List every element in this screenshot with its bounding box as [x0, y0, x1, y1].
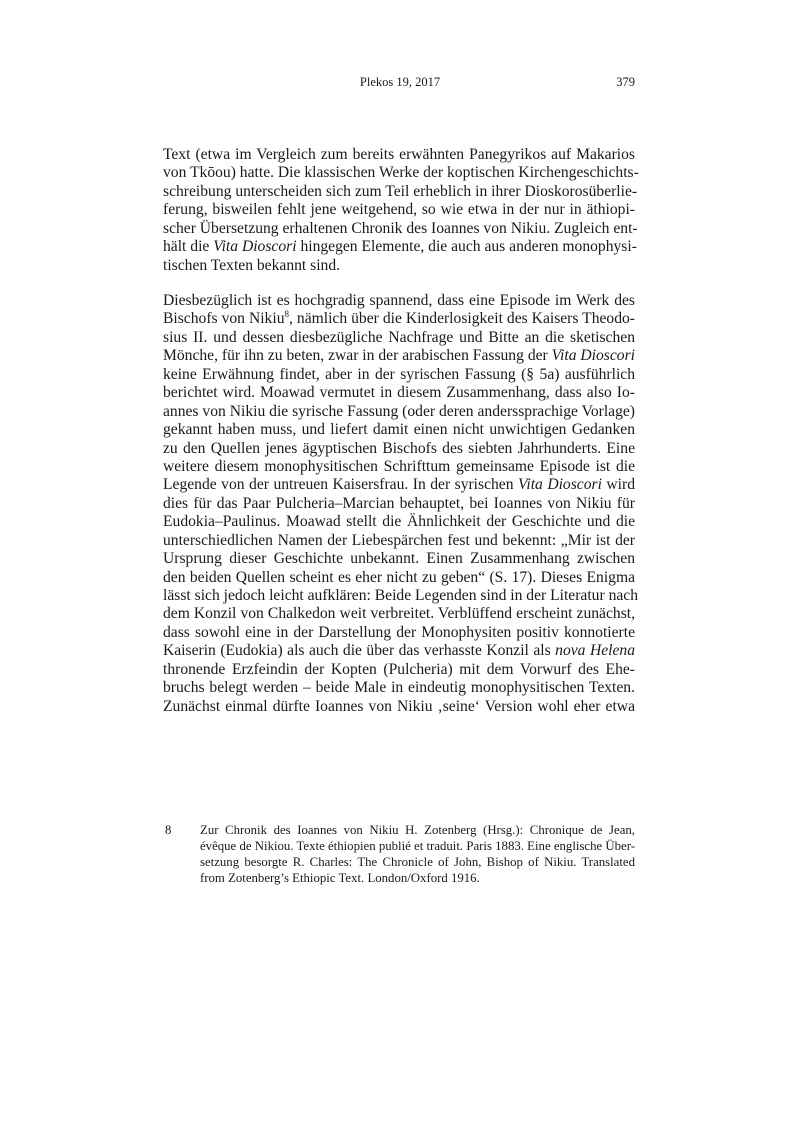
- text-line: [163, 238, 635, 256]
- text-segment: keine Erwähnung findet, aber in der syrischen Fassung (§ 5a) ausführlich: [163, 365, 635, 383]
- italic-text: Vita Dioscori: [213, 238, 297, 256]
- text-line: [163, 421, 635, 439]
- text-segment: weitere diesem monophysitischen Schrifttum gemeinsame Episode ist die: [163, 457, 635, 475]
- text-segment: dass sowohl eine in der Darstellung der Monophysiten positiv konnotierte: [163, 623, 635, 641]
- text-line: [163, 642, 635, 660]
- text-segment: Kaiserin (Eudokia) als auch die über das verhasste Konzil als: [163, 642, 556, 660]
- text-segment: annes von Nikiu die syrische Fassung (oder deren anderssprachige Vorlage): [163, 402, 635, 420]
- text-line: [163, 679, 635, 697]
- text-segment: Zur Chronik des Ioannes von Nikiu H. Zotenberg (Hrsg.): Chronique de Jean,: [200, 823, 635, 837]
- text-segment: Bischofs von Nikiu: [163, 310, 285, 328]
- text-segment: Mönche, für ihn zu beten, zwar in der arabischen Fassung der: [163, 347, 552, 365]
- text-line: [163, 532, 635, 550]
- text-segment: from Zotenberg’s Ethiopic Text. London/Oxford 1916.: [200, 871, 480, 885]
- text-line: [200, 822, 635, 838]
- text-line: [163, 201, 635, 219]
- text-line: [163, 587, 639, 605]
- text-line: [163, 476, 635, 494]
- text-segment: setzung besorgte R. Charles: The Chronicle of John, Bishop of Nikiu. Translated: [200, 855, 635, 869]
- text-segment: ferung, bisweilen fehlt jene weitgehend, so wie etwa in der nur in äthiopi-: [163, 201, 635, 219]
- text-line: [163, 347, 635, 365]
- text-segment: tischen Texten bekannt sind.: [163, 256, 341, 274]
- text-segment: wird: [601, 476, 635, 494]
- text-segment: Legende von der untreuen Kaisersfrau. In der syrischen: [163, 476, 519, 494]
- text-segment: von Tkōou) hatte. Die klassischen Werke der koptischen Kirchengeschichts-: [163, 164, 639, 182]
- italic-text: nova Helena: [555, 642, 636, 660]
- text-segment: Text (etwa im Vergleich zum bereits erwähnten Panegyrikos auf Makarios: [163, 146, 635, 163]
- text-segment: thronende Erzfeindin der Kopten (Pulcheria) mit dem Vorwurf des Ehe-: [163, 660, 635, 678]
- text-segment: Diesbezüglich ist es hochgradig spannend, dass eine Episode im Werk des: [163, 292, 635, 309]
- text-line: [163, 495, 635, 513]
- text-segment: sius II. und dessen diesbezügliche Nachfrage und Bitte an die sketischen: [163, 328, 635, 346]
- text-line: [163, 440, 635, 458]
- text-line: [163, 605, 635, 623]
- text-line: [163, 366, 635, 384]
- text-segment: zu den Quellen jenes ägyptischen Bischofs des siebten Jahrhunderts. Eine: [163, 439, 635, 457]
- text-segment: gekannt haben muss, und liefert damit einen nicht unwichtigen Gedanken: [163, 421, 635, 439]
- text-segment: dies für das Paar Pulcheria–Marcian behauptet, bei Ioannes von Nikiu für: [163, 494, 635, 512]
- text-line: [163, 146, 635, 164]
- text-segment: , nämlich über die Kinderlosigkeit des Kaisers Theodo-: [289, 310, 635, 328]
- footnote-number: 8: [165, 823, 172, 837]
- text-segment: Eudokia–Paulinus. Moawad stellt die Ähnlichkeit der Geschichte und die: [163, 513, 635, 531]
- text-segment: Zunächst einmal dürfte Ioannes von Nikiu ‚seine‘ Version wohl eher etwa: [163, 697, 635, 715]
- text-line: [163, 164, 639, 182]
- text-segment: hält die: [163, 238, 214, 256]
- text-segment: schreibung unterscheiden sich zum Teil erheblich in ihrer Dioskorosüberlie-: [163, 182, 638, 200]
- text-line: [163, 182, 638, 201]
- text-line: [163, 569, 635, 587]
- text-line: [163, 384, 635, 402]
- paragraph-1: [163, 146, 639, 275]
- text-line: [163, 329, 635, 347]
- text-segment: hingegen Elemente, die auch aus anderen monophysi-: [296, 238, 637, 256]
- text-line: [163, 624, 635, 642]
- text-line: [163, 550, 635, 568]
- text-segment: berichtet wird. Moawad vermutet in diesem Zusammenhang, dass also Io-: [163, 384, 635, 402]
- footnote-reference[interactable]: 8: [284, 309, 289, 320]
- paragraph-2: [163, 292, 639, 716]
- page-number: 379: [616, 75, 635, 89]
- text-line: [163, 403, 635, 421]
- text-line: [163, 292, 635, 310]
- text-line: [163, 310, 635, 328]
- text-segment: unterschiedlichen Namen der Liebespärchen fest und bekennt: „Mir ist der: [163, 531, 635, 549]
- footnote-text: [200, 822, 635, 886]
- italic-text: Vita Dioscori: [551, 347, 635, 365]
- text-line: [200, 838, 635, 854]
- text-segment: bruchs belegt werden – beide Male in eindeutig monophysitischen Texten.: [163, 679, 635, 697]
- text-line: [163, 698, 635, 716]
- text-segment: lässt sich jedoch leicht aufklären: Beide Legenden sind in der Literatur nach: [163, 587, 639, 604]
- text-line: [163, 661, 635, 679]
- text-segment: Ursprung dieser Geschichte unbekannt. Einen Zusammenhang zwischen: [163, 550, 635, 568]
- text-segment: scher Übersetzung erhaltenen Chronik des Ioannes von Nikiu. Zugleich ent-: [163, 219, 638, 237]
- text-line: [163, 257, 635, 275]
- text-line: [200, 854, 635, 870]
- text-line: [163, 219, 638, 238]
- text-segment: dem Konzil von Chalkedon weit verbreitet. Verblüffend erscheint zunächst,: [163, 605, 635, 623]
- text-line: [163, 458, 635, 476]
- running-head: Plekos 19, 2017: [359, 75, 441, 89]
- text-line: [200, 870, 635, 886]
- italic-text: Vita Dioscori: [518, 476, 602, 494]
- text-line: [163, 513, 635, 531]
- text-segment: évêque de Nikiou. Texte éthiopien publié et traduit. Paris 1883. Eine englische Über-: [200, 839, 635, 853]
- text-segment: den beiden Quellen scheint es eher nicht zu geben“ (S. 17). Dieses Enigma: [163, 568, 635, 586]
